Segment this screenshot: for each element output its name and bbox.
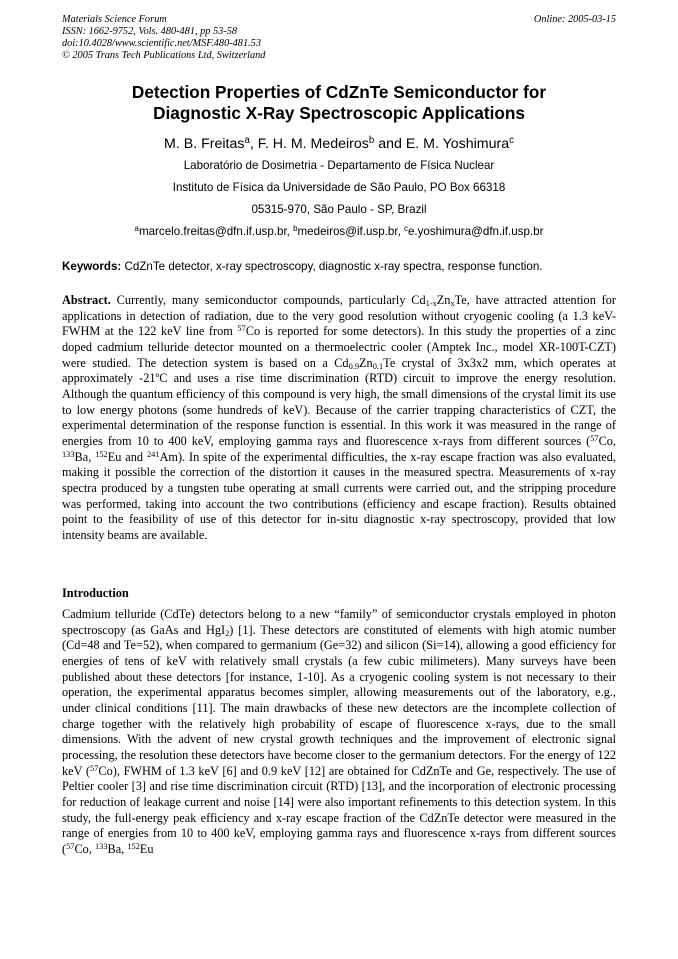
subscript: 2 (225, 628, 230, 638)
journal-header (62, 14, 616, 62)
abstract-text: Te crystal of 3x3x2 mm, which operates at approximately -21ºC and uses a rise time discrimination (RTD) circuit to improve the energy resolution. Although the quantum efficiency of this compound is very high, the small dimensions of the crystal limit its use to low energy photons (some hundreds of keV). Because of the carrier trapping characteristics of CZT, the experimental determination of the response function is essential. In this work it was measured in the range of energies from 10 to 400 keV, employing gamma rays and fluorescence x-rays from different sources ( (62, 355, 616, 448)
journal-doi: doi:10.4028/www.scientific.net/MSF.480-481.53 (62, 38, 261, 49)
keywords-label: Keywords: (62, 260, 122, 273)
superscript: 133 (62, 449, 75, 459)
body-text: ) [1]. These detectors are constituted of elements with high atomic number (Cd=48 and Te=52), when compared to germanium (Ge=32) and silicon (Si=14), allowing a good efficiency for energies of tens of keV with relatively small crystals (a few cubic milimeters). Many surveys have been published about these detectors [for instance, 1-10]. As a cryogenic cooling system is not necessary to their operation, the experimental apparatus becomes simpler, allowing measurements out of the laboratory, e.g., under clinical conditions [11]. The main drawbacks of these new detectors are the incomplete collection of charge together with the relatively high probability of escape of fluorescence x-rays, due to the small dimensions. With the advent of new crystal growth techniques and the improvement of electronic signal processing, the resolution these detectors have become closer to the germanium detectors. For the energy of 122 keV ( (62, 622, 616, 778)
affiliation-line-3: 05315-970, São Paulo - SP, Brazil (251, 203, 427, 216)
superscript: 152 (95, 449, 108, 459)
online-date: Online: 2005-03-15 (533, 14, 616, 25)
body-text: Ba, (107, 841, 128, 856)
superscript: 133 (94, 841, 108, 851)
email-link[interactable]: e.yoshimura@dfn.if.usp.br (407, 225, 544, 238)
abstract-text: Am). In spite of the experimental difficulties, the x-ray escape fraction was also evaluated, making it possible the correction of the distortion it causes in the measured spectra. Measurements of x-ray spectra produced by a tungsten tube operating at small currents were carried out, and the stripping procedure was performed, taking into account the two contributions (efficiency and escape fraction). Results obtained point to the feasibility of use of this detector for in-situ diagnostic x-ray spectroscopy, provided that low intensity beams are available. (62, 449, 616, 542)
superscript: 57 (90, 763, 99, 773)
abstract-text: Co is reported for some detectors). In this study the properties of a zinc doped cadmium telluride detector mounted on a thermoelectric cooler (Amptek Inc., model XR-100T-CZT) were studied. The detection system is based on a Cd (62, 324, 616, 370)
title-line-2: Diagnostic X-Ray Spectroscopic Applications (153, 103, 525, 123)
superscript: 57 (590, 433, 599, 443)
title-line-1: Detection Properties of CdZnTe Semiconductor for (131, 82, 547, 102)
author-list (62, 135, 616, 153)
affiliation-marker: c (509, 135, 514, 147)
affiliation-marker: a (244, 135, 250, 147)
body-text: Cadmium telluride (CdTe) detectors belong to a new “family” of semiconductor crystals employed in photon spectroscopy (as GaAs and HgI (62, 607, 616, 637)
author-name: and E. M. Yoshimura (374, 136, 510, 152)
email-marker: b (293, 224, 298, 234)
email-line (62, 225, 616, 239)
abstract-text: Zn (359, 355, 373, 370)
superscript: 241 (146, 449, 160, 459)
email-marker: c (404, 224, 408, 234)
abstract-text: Eu and (107, 449, 147, 464)
subscript: x (450, 299, 455, 309)
author-name: , F. H. M. Medeiros (249, 136, 369, 152)
journal-issn: ISSN: 1662-9752, Vols. 480-481, pp 53-58 (62, 26, 238, 37)
subscript: 0.1 (372, 361, 384, 371)
abstract-text: Te, have attracted attention for applications in detection of radiation, due to the very good resolution without cryogenic cooling (a 1.3 keV-FWHM at the 122 keV line from (62, 293, 616, 339)
body-text: Co, (74, 841, 95, 856)
journal-name: Materials Science Forum (62, 14, 167, 25)
journal-copyright: © 2005 Trans Tech Publications Ltd, Switzerland (62, 50, 266, 61)
introduction-heading: Introduction (62, 586, 129, 600)
introduction-paragraph (62, 607, 616, 858)
affiliation-line-1: Laboratório de Dosimetria - Departamento de Física Nuclear (183, 159, 495, 172)
email-link[interactable]: medeiros@if.usp.br, (297, 225, 405, 238)
superscript: 57 (237, 324, 246, 334)
superscript: 152 (127, 841, 140, 851)
superscript: 57 (66, 841, 75, 851)
body-text: Eu (139, 841, 154, 856)
abstract-text: Zn (436, 293, 451, 307)
author-name: M. B. Freitas (164, 136, 245, 152)
paper-title (62, 82, 616, 124)
abstract-text: Ba, (74, 449, 96, 464)
abstract-label: Abstract. (62, 293, 111, 307)
abstract-paragraph (62, 293, 616, 544)
abstract-text: Co, (598, 433, 616, 448)
affiliation-marker: b (368, 135, 375, 147)
email-marker: a (134, 224, 139, 234)
keywords (62, 260, 616, 274)
email-link[interactable]: marcelo.freitas@dfn.if.usp.br, (138, 225, 294, 238)
body-text: Co), FWHM of 1.3 keV [6] and 0.9 keV [12] are obtained for CdZnTe and Ge, respectively. The use of Peltier cooler [3] and rise time discrimination circuit (RTD) [13], and the incorporation of electronic processing for reduction of leakage current and noise [14] were also important refinements to this detection system. In this study, the full-energy peak efficiency and x-ray escape fraction of the CdZnTe detector were measured in the range of energies from 10 to 400 keV, employing gamma rays and fluorescence x-rays from different sources ( (62, 763, 617, 856)
subscript: 1-x (425, 299, 437, 309)
affiliation-line-2: Instituto de Física da Universidade de São Paulo, PO Box 66318 (172, 181, 506, 194)
abstract-text: Currently, many semiconductor compounds, particularly Cd (110, 293, 426, 307)
keywords-text: CdZnTe detector, x-ray spectroscopy, diagnostic x-ray spectra, response function. (121, 260, 543, 273)
subscript: 0.9 (348, 361, 360, 371)
